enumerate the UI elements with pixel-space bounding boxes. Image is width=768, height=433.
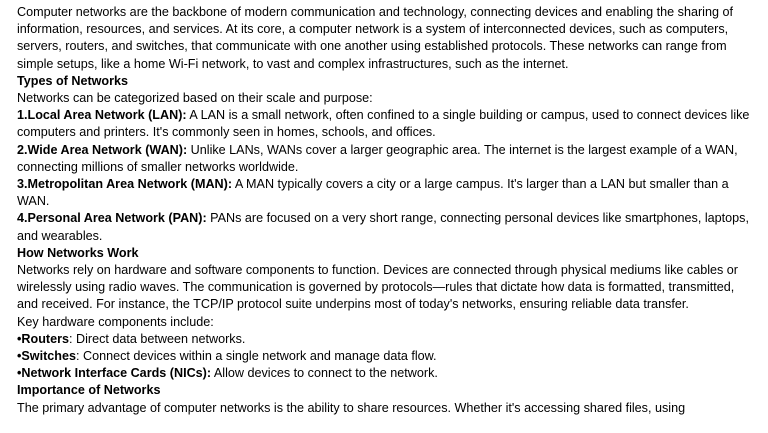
importance-paragraph: The primary advantage of computer networks is the ability to share resources. Whether it's accessing shared files, using xyxy=(17,400,686,415)
components-intro: Key hardware components include: xyxy=(17,314,214,329)
type-item-pan xyxy=(17,210,757,244)
type-term: 1.Local Area Network (LAN): xyxy=(17,108,187,123)
intro-paragraph: Computer networks are the backbone of modern communication and technology, connecting devices and enabling the sharing of information, resources, and services. At its core, a computer network is a system of interconnected devices, such as computers, servers, routers, and switches, that communicate with one another using established protocols. These networks can range from simple setups, like a home Wi-Fi network, to vast and complex infrastructures, such as the internet. xyxy=(17,5,733,71)
type-term: 3.Metropolitan Area Network (MAN): xyxy=(17,177,233,192)
component-desc: Allow devices to connect to the network. xyxy=(211,366,438,381)
component-item-switches xyxy=(17,348,757,365)
type-item-wan xyxy=(17,142,757,176)
component-term: •Routers xyxy=(17,331,69,346)
type-desc: Unlike LANs, WANs cover a larger geographic area. The internet is the largest example of a WAN, connecting millions of smaller networks worldwide. xyxy=(17,142,738,174)
types-intro: Networks can be categorized based on their scale and purpose: xyxy=(17,91,373,106)
type-term: 4.Personal Area Network (PAN): xyxy=(17,211,207,226)
how-heading-text: How Networks Work xyxy=(17,245,139,260)
component-desc: : Direct data between networks. xyxy=(69,331,246,346)
type-desc: PANs are focused on a very short range, connecting personal devices like smartphones, laptops, and wearables. xyxy=(17,211,749,243)
component-item-routers xyxy=(17,331,757,348)
types-heading xyxy=(17,73,757,90)
type-desc: A LAN is a small network, often confined to a single building or campus, used to connect devices like computers and printers. It's commonly seen in homes, schools, and offices. xyxy=(17,108,750,140)
type-term: 2.Wide Area Network (WAN): xyxy=(17,142,188,157)
component-item-nics xyxy=(17,365,757,382)
document-body xyxy=(17,4,757,417)
how-paragraph: Networks rely on hardware and software components to function. Devices are connected through physical mediums like cables or wirelessly using radio waves. The communication is governed by protocols—rules that dictate how data is formatted, transmitted, and received. For instance, the TCP/IP protocol suite underpins most of today's networks, ensuring reliable data transfer. xyxy=(17,263,739,312)
type-desc: A MAN typically covers a city or a large campus. It's larger than a LAN but smaller than a WAN. xyxy=(17,177,729,209)
component-term: •Network Interface Cards (NICs): xyxy=(17,366,212,381)
component-term: •Switches xyxy=(17,349,77,364)
how-heading xyxy=(17,245,757,262)
importance-heading xyxy=(17,382,757,399)
importance-heading-text: Importance of Networks xyxy=(17,383,161,398)
type-item-lan xyxy=(17,107,757,141)
types-heading-text: Types of Networks xyxy=(17,73,129,88)
component-desc: : Connect devices within a single network and manage data flow. xyxy=(76,349,437,364)
type-item-man xyxy=(17,176,757,210)
